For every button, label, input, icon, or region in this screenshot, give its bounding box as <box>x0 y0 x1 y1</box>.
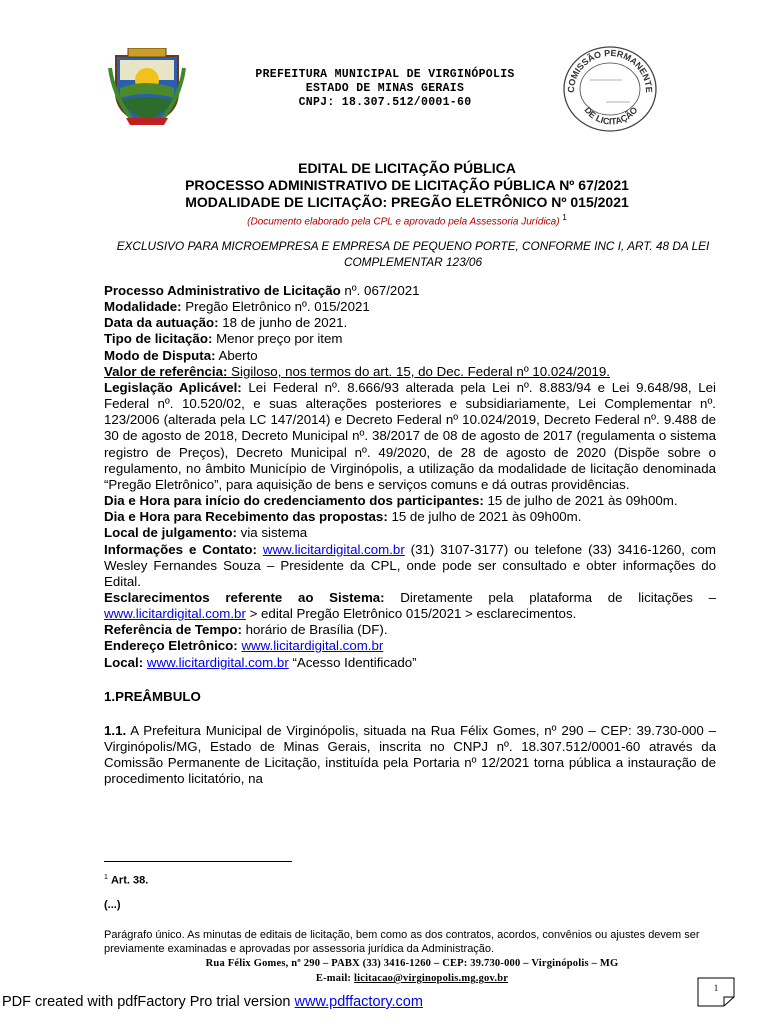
info-link[interactable]: www.licitardigital.com.br <box>262 541 405 557</box>
exclusive-notice: EXCLUSIVO PARA MICROEMPRESA E EMPRESA DE PEQUENO PORTE, CONFORME INC I, ART. 48 DA LEI COMPLEMENTAR 123/06 <box>116 239 710 269</box>
page-number: 1 <box>713 983 719 993</box>
field-credenciamento: Dia e Hora para início do credenciamento dos participantes: 15 de julho de 2021 às 09h00m. <box>104 493 678 509</box>
section-paragraph: 1.1. A Prefeitura Municipal de Virginópolis, situada na Rua Félix Gomes, nº 290 – CEP: 39.730-000 – Virginópolis/MG, Estado de Minas Gerais, inscrita no CNPJ nº. 18.307.512/0001-60 através da Comissão Permanente de Licitação, instituída pela Portaria nº 12/2021 torna pública a instauração de procedimento licitatório, na <box>104 722 716 787</box>
cpl-stamp <box>560 44 660 134</box>
stamp-bottom-text: DE LICITAÇÃO <box>582 104 640 127</box>
footer-email: E-mail: licitacao@virginopolis.mg.gov.br <box>315 973 509 984</box>
org-state: ESTADO DE MINAS GERAIS <box>305 82 465 95</box>
field-processo: Processo Administrativo de Licitação nº. 067/2021 <box>104 283 420 298</box>
footnote-divider <box>104 861 292 862</box>
field-recebimento-propostas: Dia e Hora para Recebimento das propostas: 15 de julho de 2021 às 09h00m. <box>104 509 582 525</box>
doc-modality: MODALIDADE DE LICITAÇÃO: PREGÃO ELETRÔNICO Nº 015/2021 <box>185 194 629 210</box>
svg-text:DE LICITAÇÃO <box>582 105 639 127</box>
esclarecimentos-link[interactable]: www.licitardigital.com.br <box>104 606 246 622</box>
approval-note-text: (Documento elaborado pela CPL e aprovado pela Assessoria Jurídica) <box>247 216 560 228</box>
page-number-box <box>697 977 735 1007</box>
pdffactory-link[interactable]: www.pdffactory.com <box>294 994 423 1010</box>
org-name: PREFEITURA MUNICIPAL DE VIRGINÓPOLIS <box>255 68 515 81</box>
footer-address: Rua Félix Gomes, nº 290 – PABX (33) 3416-1260 – CEP: 39.730-000 – Virginópolis – MG <box>205 958 619 969</box>
field-local-julgamento: Local de julgamento: via sistema <box>104 525 308 541</box>
svg-text:COMISSÃO PERMANENTE <box>566 48 654 93</box>
endereco-link[interactable]: www.licitardigital.com.br <box>241 638 384 654</box>
section-number: 1. <box>104 688 116 704</box>
footer-email-link[interactable]: licitacao@virginopolis.mg.gov.br <box>353 973 509 984</box>
footnote-paragraph: Parágrafo único. As minutas de editais de licitação, bem como as dos contratos, acordos, convênios ou ajustes devem ser previamente examinadas e aprovadas por assessoria jurídica da Administração. <box>104 929 700 955</box>
pdf-watermark: PDF created with pdfFactory Pro trial version www.pdffactory.com <box>2 994 423 1010</box>
field-endereco-eletronico: Endereço Eletrônico: www.licitardigital.com.br <box>104 638 384 654</box>
field-valor-referencia: Valor de referência: Sigiloso, nos termos do art. 15, do Dec. Federal nº 10.024/2019. <box>104 363 611 379</box>
footnote-ref[interactable]: 1 <box>562 213 567 222</box>
section-heading <box>104 689 716 705</box>
field-modo-disputa: Modo de Disputa: Aberto <box>104 347 258 363</box>
document-body <box>104 283 716 788</box>
doc-title: EDITAL DE LICITAÇÃO PÚBLICA <box>298 160 516 176</box>
field-legislacao: Legislação Aplicável: Lei Federal nº. 8.666/93 alterada pela Lei nº. 8.883/94 e Lei 9.648/98, Lei Federal nº. 10.520/02, e suas alterações posteriores e subsidiariamente, Lei Complementar nº. 123/2006 (alterada pela LC 147/2014) e Decreto Federal nº 10.024/2019, Decreto Federal nº. 9.488 de 30 de agosto de 2018, Decreto Municipal nº. 38/2017 de 08 de agosto de 2017 (regulamenta o sistema registro de Preços), Decreto Municipal nº. 49/2020, de 28 de agosto de 2020 (Dispõe sobre o regulamento, no âmbito Município de Virginópolis, a utilização da modalidade de licitação denominada “Pregão Eletrônico”, para aquisição de bens e serviços comuns e dá outras providências. <box>104 379 716 492</box>
org-cnpj: CNPJ: 18.307.512/0001-60 <box>298 96 472 109</box>
doc-approval-note <box>80 213 734 227</box>
footnote-article: $^1$ Art. 38. <box>104 874 149 887</box>
doc-process: PROCESSO ADMINISTRATIVO DE LICITAÇÃO PÚBLICA Nº 67/2021 <box>185 177 629 193</box>
municipal-crest-logo <box>108 48 186 126</box>
field-referencia-tempo: Referência de Tempo: horário de Brasília (DF). <box>104 622 388 638</box>
local-link[interactable]: www.licitardigital.com.br <box>146 654 289 670</box>
paragraph-number: 1.1. <box>104 722 127 738</box>
field-esclarecimentos: Esclarecimentos referente ao Sistema: Diretamente pela plataforma de licitações – www.licitardigital.com.br > edital Pregão Eletrônico 015/2021 > esclarecimentos. <box>104 589 716 622</box>
field-data-autuacao: Data da autuação: 18 de junho de 2021. <box>104 315 348 331</box>
stamp-top-text: COMISSÃO PERMANENTE <box>565 47 655 94</box>
footnote-ellipsis: (...) <box>104 899 121 911</box>
section-title: PREÂMBULO <box>115 688 201 704</box>
field-modalidade: Modalidade: Pregão Eletrônico nº. 015/2021 <box>104 299 370 315</box>
field-informacoes-contato: Informações e Contato: www.licitardigital.com.br (31) 3107-3177) ou telefone (33) 3416-1260, com Wesley Fernandes Souza – Presidente da CPL, onde pode ser consultado e obter informações do Edital. <box>104 541 716 589</box>
field-local: Local: www.licitardigital.com.br “Acesso Identificado” <box>104 654 417 670</box>
field-tipo-licitacao: Tipo de licitação: Menor preço por item <box>104 331 343 347</box>
